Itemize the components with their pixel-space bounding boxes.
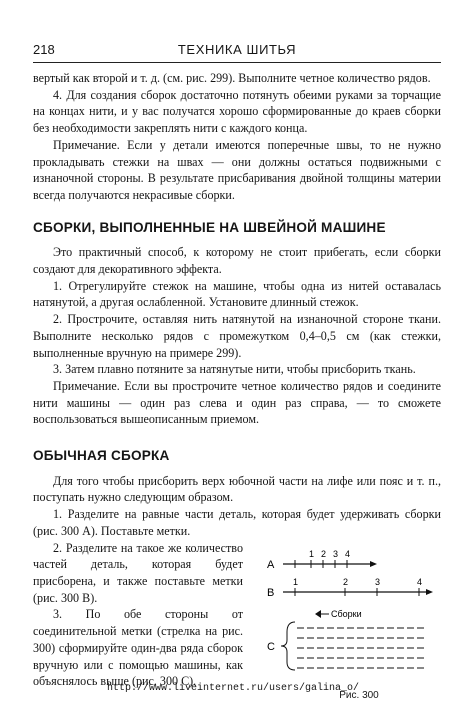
page-number: 218 [33,42,55,57]
page-header [33,42,441,62]
header-rule [33,62,441,63]
running-title: ТЕХНИКА ШИТЬЯ [177,42,297,57]
paragraph-step-1: 1. Отрегулируйте стежок на машине, чтобы одна из нитей оставалась натянутой, а другая ослабленной. Установите длинный стежок. [33,278,441,310]
paragraph-step-3: 3. Затем плавно потяните за натянутые нити, чтобы присборить ткань. [53,362,416,377]
figure-300 [257,540,441,704]
a-tick-label: 1 [309,548,315,559]
section-heading-simple-gather: ОБЫЧНАЯ СБОРКА [33,448,170,464]
paragraph-step-2: 2. Прострочите, оставляя нить натянутой на изнаночной стороне ткани. Выполните несколько рядов с промежутком 0,4–0,5 см (как стежки, выполненные вручную на примере 299). [33,312,441,360]
a-tick-label: 2 [321,548,327,559]
paragraph-intro: Это практичный способ, к которому не стоит прибегать, если сборки создают для декоративного эффекта. [33,245,441,277]
brace [281,622,295,670]
footer-url: http://www.liveinternet.ru/users/galina_o/ [106,683,360,694]
section-heading-machine-gathers: СБОРКИ, ВЫПОЛНЕННЫЕ НА ШВЕЙНОЙ МАШИНЕ [33,219,386,235]
paragraph-note: Примечание. Если вы прострочите четное количество рядов и соедините нити машины — один раз слева и один раз справа, — то сможете воспользоваться вышеописанным приемом. [33,378,441,427]
arrow-icon [370,561,377,567]
gather-label: Сборки [331,608,362,619]
row-label-b: B [267,586,275,599]
figure-caption: Рис. 300 [339,689,379,701]
b-tick-label: 1 [293,576,299,587]
paragraph-step-4: 4. Для создания сборок достаточно потянуть обеими руками за торчащие на концах нити, и у вас получатся хорошо сформированные до краев сборки без необходимости закреплять нити с каждого конца. [33,87,441,136]
page-body [33,70,441,704]
step-with-figure [33,540,441,704]
paragraph-step-1: 1. Разделите на равные части деталь, которая будет удерживать сборки (рис. 300 А). Поставьте метки. [33,507,441,538]
gathering-diagram [257,548,441,686]
row-label-c: C [267,640,275,653]
paragraph-step-2: 2. Разделите на такое же количество частей деталь, которая будет присборена, и также поставьте метки (рис. 300 В). [33,540,243,605]
row-label-a: A [267,558,275,571]
b-tick-label: 2 [343,576,349,587]
paragraph-step-3: 3. По обе стороны от соединительной метки (стрелка на рис. 300) сформируйте один-два ряда сборок вручную или с помощью машины, как объяснялось выше (рис. 300 С). [33,607,243,689]
figure-side-text [33,540,243,704]
paragraph-intro: Для того чтобы присборить верх юбочной части на лифе или пояс и т. п., поступать нужно следующим образом. [33,473,441,505]
arrow-icon [426,589,433,595]
a-tick-label: 4 [345,548,351,559]
paragraph-note: Примечание. Если у детали имеются поперечные швы, то не нужно прокладывать стежки на швах — они должны остаться подвижными с изнаночной стороны. В результате присбаривания двойной толщины материи всегда получаются некрасивые сборки. [33,137,441,202]
b-tick-label: 4 [417,576,423,587]
b-tick-label: 3 [375,576,381,587]
paragraph-continued: вертый как второй и т. д. (см. рис. 299). Выполните четное количество рядов. [33,71,431,85]
a-tick-label: 3 [333,548,339,559]
